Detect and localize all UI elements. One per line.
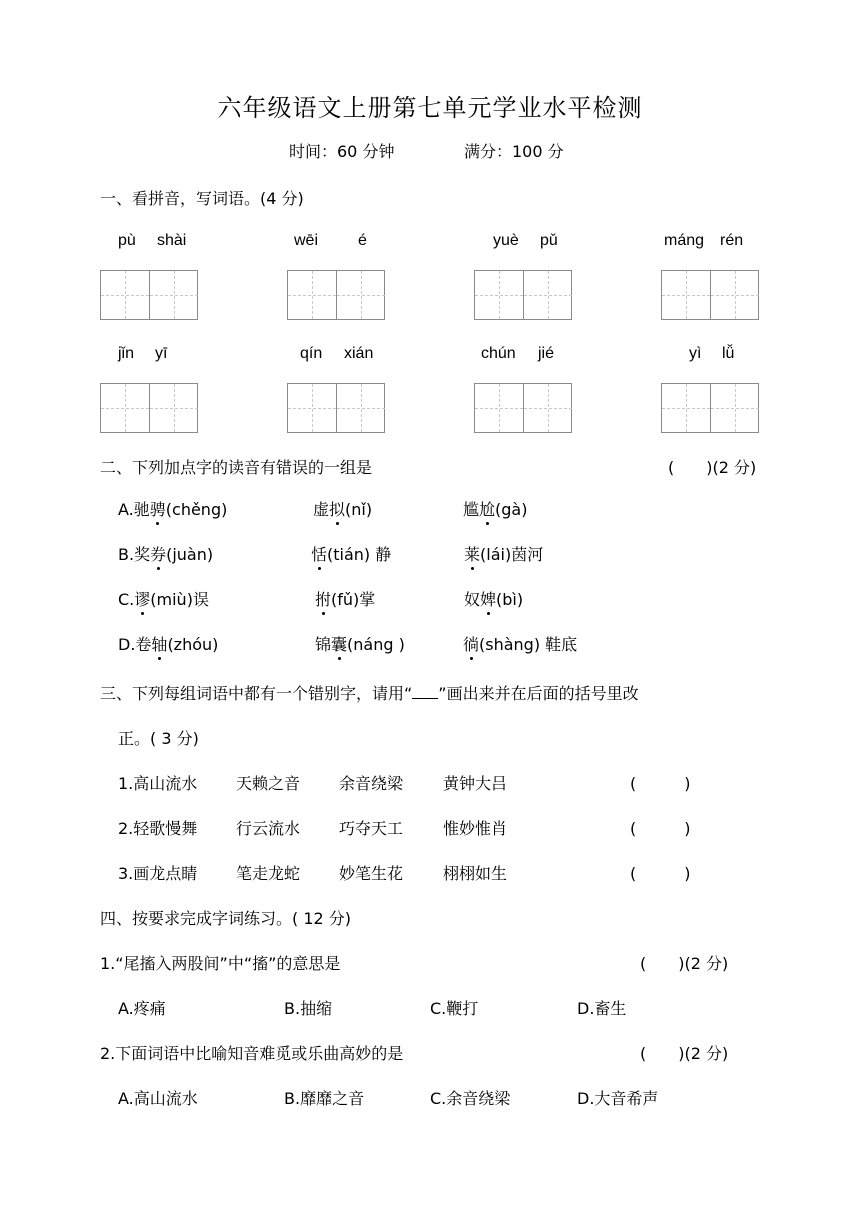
pinyin-2: rén	[720, 232, 744, 249]
writing-grid[interactable]	[474, 270, 572, 320]
question-2-text: 2.下面词语中比喻知音难觅或乐曲高妙的是	[100, 1044, 404, 1063]
writing-grid[interactable]	[287, 270, 385, 320]
option-a-word3: 尴尬(gà)	[463, 497, 527, 520]
dotted-char: 拊	[315, 587, 331, 610]
answer-paren[interactable]: ( )	[630, 864, 691, 883]
option-c-word2: 拊(fǔ)掌	[315, 587, 375, 610]
answer-paren[interactable]: ( )(2 分)	[640, 954, 729, 973]
dotted-char: 尬	[479, 497, 495, 520]
option-b-word3: 莱(lái)茵河	[464, 542, 543, 565]
word-group-2: 惟妙惟肖	[443, 819, 508, 838]
pinyin-1: máng	[664, 232, 705, 249]
option-b-word2: 恬(tián) 静	[311, 542, 391, 565]
pinyin-2: pǔ	[540, 232, 558, 249]
section3-heading-cont: 正。( 3 分)	[118, 729, 199, 748]
pinyin-1: pù	[118, 232, 136, 249]
writing-grid[interactable]	[287, 383, 385, 433]
word-group-2: 巧夺天工	[339, 819, 404, 838]
dotted-char: 囊	[331, 632, 347, 655]
dotted-char: 恬	[311, 542, 327, 565]
word-group-2: 2.轻歌慢舞	[118, 819, 198, 838]
section2-heading: 二、下列加点字的读音有错误的一组是	[100, 458, 373, 477]
underline-mark	[412, 684, 438, 699]
pinyin-1: yì	[689, 345, 702, 362]
q2-option-c: C.余音绕梁	[430, 1089, 511, 1108]
answer-paren[interactable]: ( )(2 分)	[640, 1044, 729, 1063]
option-b-word1: B.奖券(juàn)	[118, 542, 213, 565]
question-1-text: 1.“尾搐入两股间”中“搐”的意思是	[100, 954, 341, 973]
dotted-char: 徜	[463, 632, 479, 655]
word-group-2: 行云流水	[236, 819, 301, 838]
exam-time: 时间：60 分钟	[289, 142, 395, 161]
writing-grid[interactable]	[100, 383, 198, 433]
option-a-word2: 虚拟(nǐ)	[313, 497, 372, 520]
pinyin-1: wēi	[294, 232, 319, 249]
word-group-1: 黄钟大吕	[443, 774, 508, 793]
q1-option-b: B.抽缩	[284, 999, 333, 1018]
dotted-char: 轴	[151, 632, 167, 655]
pinyin-1: qín	[300, 345, 323, 362]
word-group-1: 余音绕梁	[339, 774, 404, 793]
dotted-char: 谬	[134, 587, 150, 610]
pinyin-2: é	[358, 232, 367, 249]
q1-option-c: C.鞭打	[430, 999, 479, 1018]
writing-grid[interactable]	[661, 383, 759, 433]
q2-option-d: D.大音希声	[577, 1089, 659, 1108]
q1-option-a: A.疼痛	[118, 999, 166, 1018]
answer-paren[interactable]: ( )	[630, 819, 691, 838]
q1-option-d: D.畜生	[577, 999, 627, 1018]
word-group-3: 妙笔生花	[339, 864, 404, 883]
answer-paren[interactable]: ( )	[630, 774, 691, 793]
exam-score: 满分：100 分	[464, 142, 564, 161]
pinyin-1: jǐn	[118, 345, 135, 362]
section3-heading: 三、下列每组词语中都有一个错别字，请用“ ”画出来并在后面的括号里改	[100, 684, 639, 703]
dotted-char: 券	[150, 542, 166, 565]
option-c-word3: 奴婢(bì)	[464, 587, 523, 610]
writing-grid[interactable]	[474, 383, 572, 433]
dotted-char: 莱	[464, 542, 480, 565]
pinyin-2: yī	[155, 345, 168, 362]
pinyin-2: lǚ	[722, 345, 735, 362]
pinyin-1: chún	[481, 345, 516, 362]
dotted-char: 骋	[150, 497, 166, 520]
pinyin-2: shài	[157, 232, 187, 249]
option-c-word1: C.谬(miù)误	[118, 587, 209, 610]
writing-grid[interactable]	[100, 270, 198, 320]
dotted-char: 婢	[480, 587, 496, 610]
word-group-1: 1.高山流水	[118, 774, 198, 793]
word-group-1: 天赖之音	[236, 774, 301, 793]
page-title: 六年级语文上册第七单元学业水平检测	[217, 94, 643, 122]
q2-option-b: B.靡靡之音	[284, 1089, 365, 1108]
option-d-word3: 徜(shàng) 鞋底	[463, 632, 577, 655]
pinyin-1: yuè	[493, 232, 519, 249]
word-group-3: 栩栩如生	[443, 864, 508, 883]
word-group-3: 3.画龙点睛	[118, 864, 198, 883]
section1-heading: 一、看拼音，写词语。(4 分)	[100, 189, 304, 208]
option-d-word1: D.卷轴(zhóu)	[118, 632, 218, 655]
option-d-word2: 锦囊(náng )	[315, 632, 405, 655]
pinyin-2: xián	[344, 345, 374, 362]
dotted-char: 拟	[329, 497, 345, 520]
section4-heading: 四、按要求完成字词练习。( 12 分)	[100, 909, 352, 928]
word-group-3: 笔走龙蛇	[236, 864, 301, 883]
writing-grid[interactable]	[661, 270, 759, 320]
pinyin-2: jié	[538, 345, 555, 362]
q2-option-a: A.高山流水	[118, 1089, 198, 1108]
answer-paren[interactable]: ( )(2 分)	[668, 458, 757, 477]
option-a-word1: A.驰骋(chěng)	[118, 497, 227, 520]
